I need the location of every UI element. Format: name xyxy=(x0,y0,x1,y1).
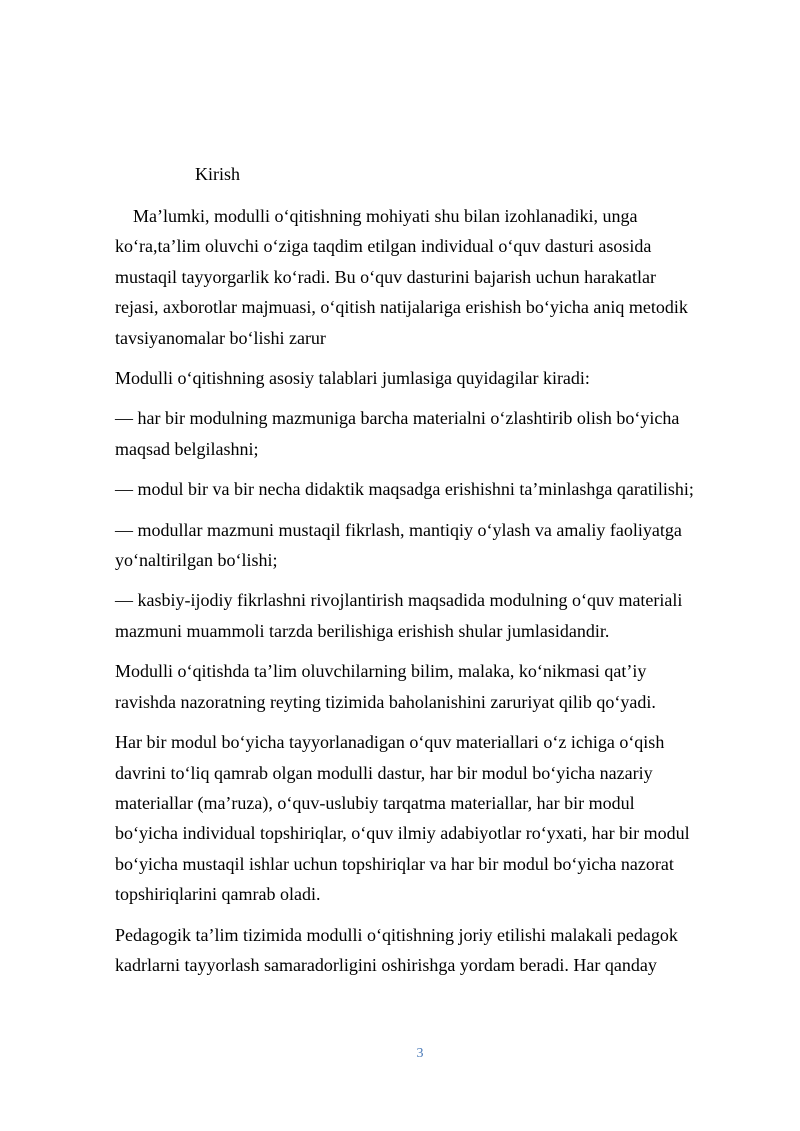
text-line: — modullar mazmuni mustaqil fikrlash, mantiqiy o‘ylash va amaliy faoliyatga xyxy=(115,519,682,540)
body-text xyxy=(115,201,735,990)
text-line: davrini to‘liq qamrab olgan modulli dastur, har bir modul bo‘yicha nazariy xyxy=(115,762,653,783)
list-item xyxy=(115,403,735,464)
text-line: — har bir modulning mazmuniga barcha materialni o‘zlashtirib olish bo‘yicha xyxy=(115,408,680,429)
text-line: Pedagogik ta’lim tizimida modulli o‘qitishning joriy etilishi malakali pedagok xyxy=(115,924,678,945)
text-line: ravishda nazoratning reyting tizimida baholanishini zaruriyat qilib qo‘yadi. xyxy=(115,691,656,712)
paragraph-materials xyxy=(115,727,735,909)
text-line: Ma’lumki, modulli o‘qitishning mohiyati shu bilan izohlanadiki, unga xyxy=(133,206,638,226)
section-heading: Kirish xyxy=(195,164,240,184)
text-line: maqsad belgilashni; xyxy=(115,438,259,459)
text-line: bo‘yicha mustaqil ishlar uchun topshiriqlar va har bir modul bo‘yicha nazorat xyxy=(115,853,674,874)
text-line: tavsiyanomalar bo‘lishi zarur xyxy=(115,327,326,348)
text-line: topshiriqlarini qamrab oladi. xyxy=(115,884,321,905)
text-line: rejasi, axborotlar majmuasi, o‘qitish natijalariga erishish bo‘yicha aniq metodik xyxy=(115,297,688,318)
text-line: Modulli o‘qitishda ta’lim oluvchilarning bilim, malaka, ko‘nikmasi qat’iy xyxy=(115,661,647,682)
text-line: mazmuni muammoli tarzda berilishiga erishish shular jumlasidandir. xyxy=(115,620,610,641)
text-line: — modul bir va bir necha didaktik maqsadga erishishni ta’minlashga qaratilishi; xyxy=(115,479,694,500)
paragraph-pedagogical xyxy=(115,920,735,981)
text-line: kadrlarni tayyorlash samaradorligini oshirishga yordam beradi. Har qanday xyxy=(115,954,657,975)
list-item xyxy=(115,474,735,504)
list-item xyxy=(115,585,735,646)
text-line: ko‘ra,ta’lim oluvchi o‘ziga taqdim etilgan individual o‘quv dasturi asosida xyxy=(115,236,652,257)
paragraph-requirements xyxy=(115,363,735,393)
text-line: materiallar (ma’ruza), o‘quv-uslubiy tarqatma materiallar, har bir modul xyxy=(115,792,635,813)
paragraph-assessment xyxy=(115,656,735,717)
text-line: Har bir modul bo‘yicha tayyorlanadigan o‘quv materiallari o‘z ichiga o‘qish xyxy=(115,732,665,753)
page-number: 3 xyxy=(416,1046,424,1061)
text-line: bo‘yicha individual topshiriqlar, o‘quv ilmiy adabiyotlar ro‘yxati, har bir modul xyxy=(115,823,690,844)
list-item xyxy=(115,515,735,576)
text-line: — kasbiy-ijodiy fikrlashni rivojlantirish maqsadida modulning o‘quv materiali xyxy=(115,590,683,611)
text-line: yo‘naltirilgan bo‘lishi; xyxy=(115,550,278,571)
text-line: Modulli o‘qitishning asosiy talablari jumlasiga quyidagilar kiradi: xyxy=(115,368,590,389)
paragraph-intro xyxy=(115,201,735,353)
text-line: mustaqil tayyorgarlik ko‘radi. Bu o‘quv dasturini bajarish uchun harakatlar xyxy=(115,266,657,287)
